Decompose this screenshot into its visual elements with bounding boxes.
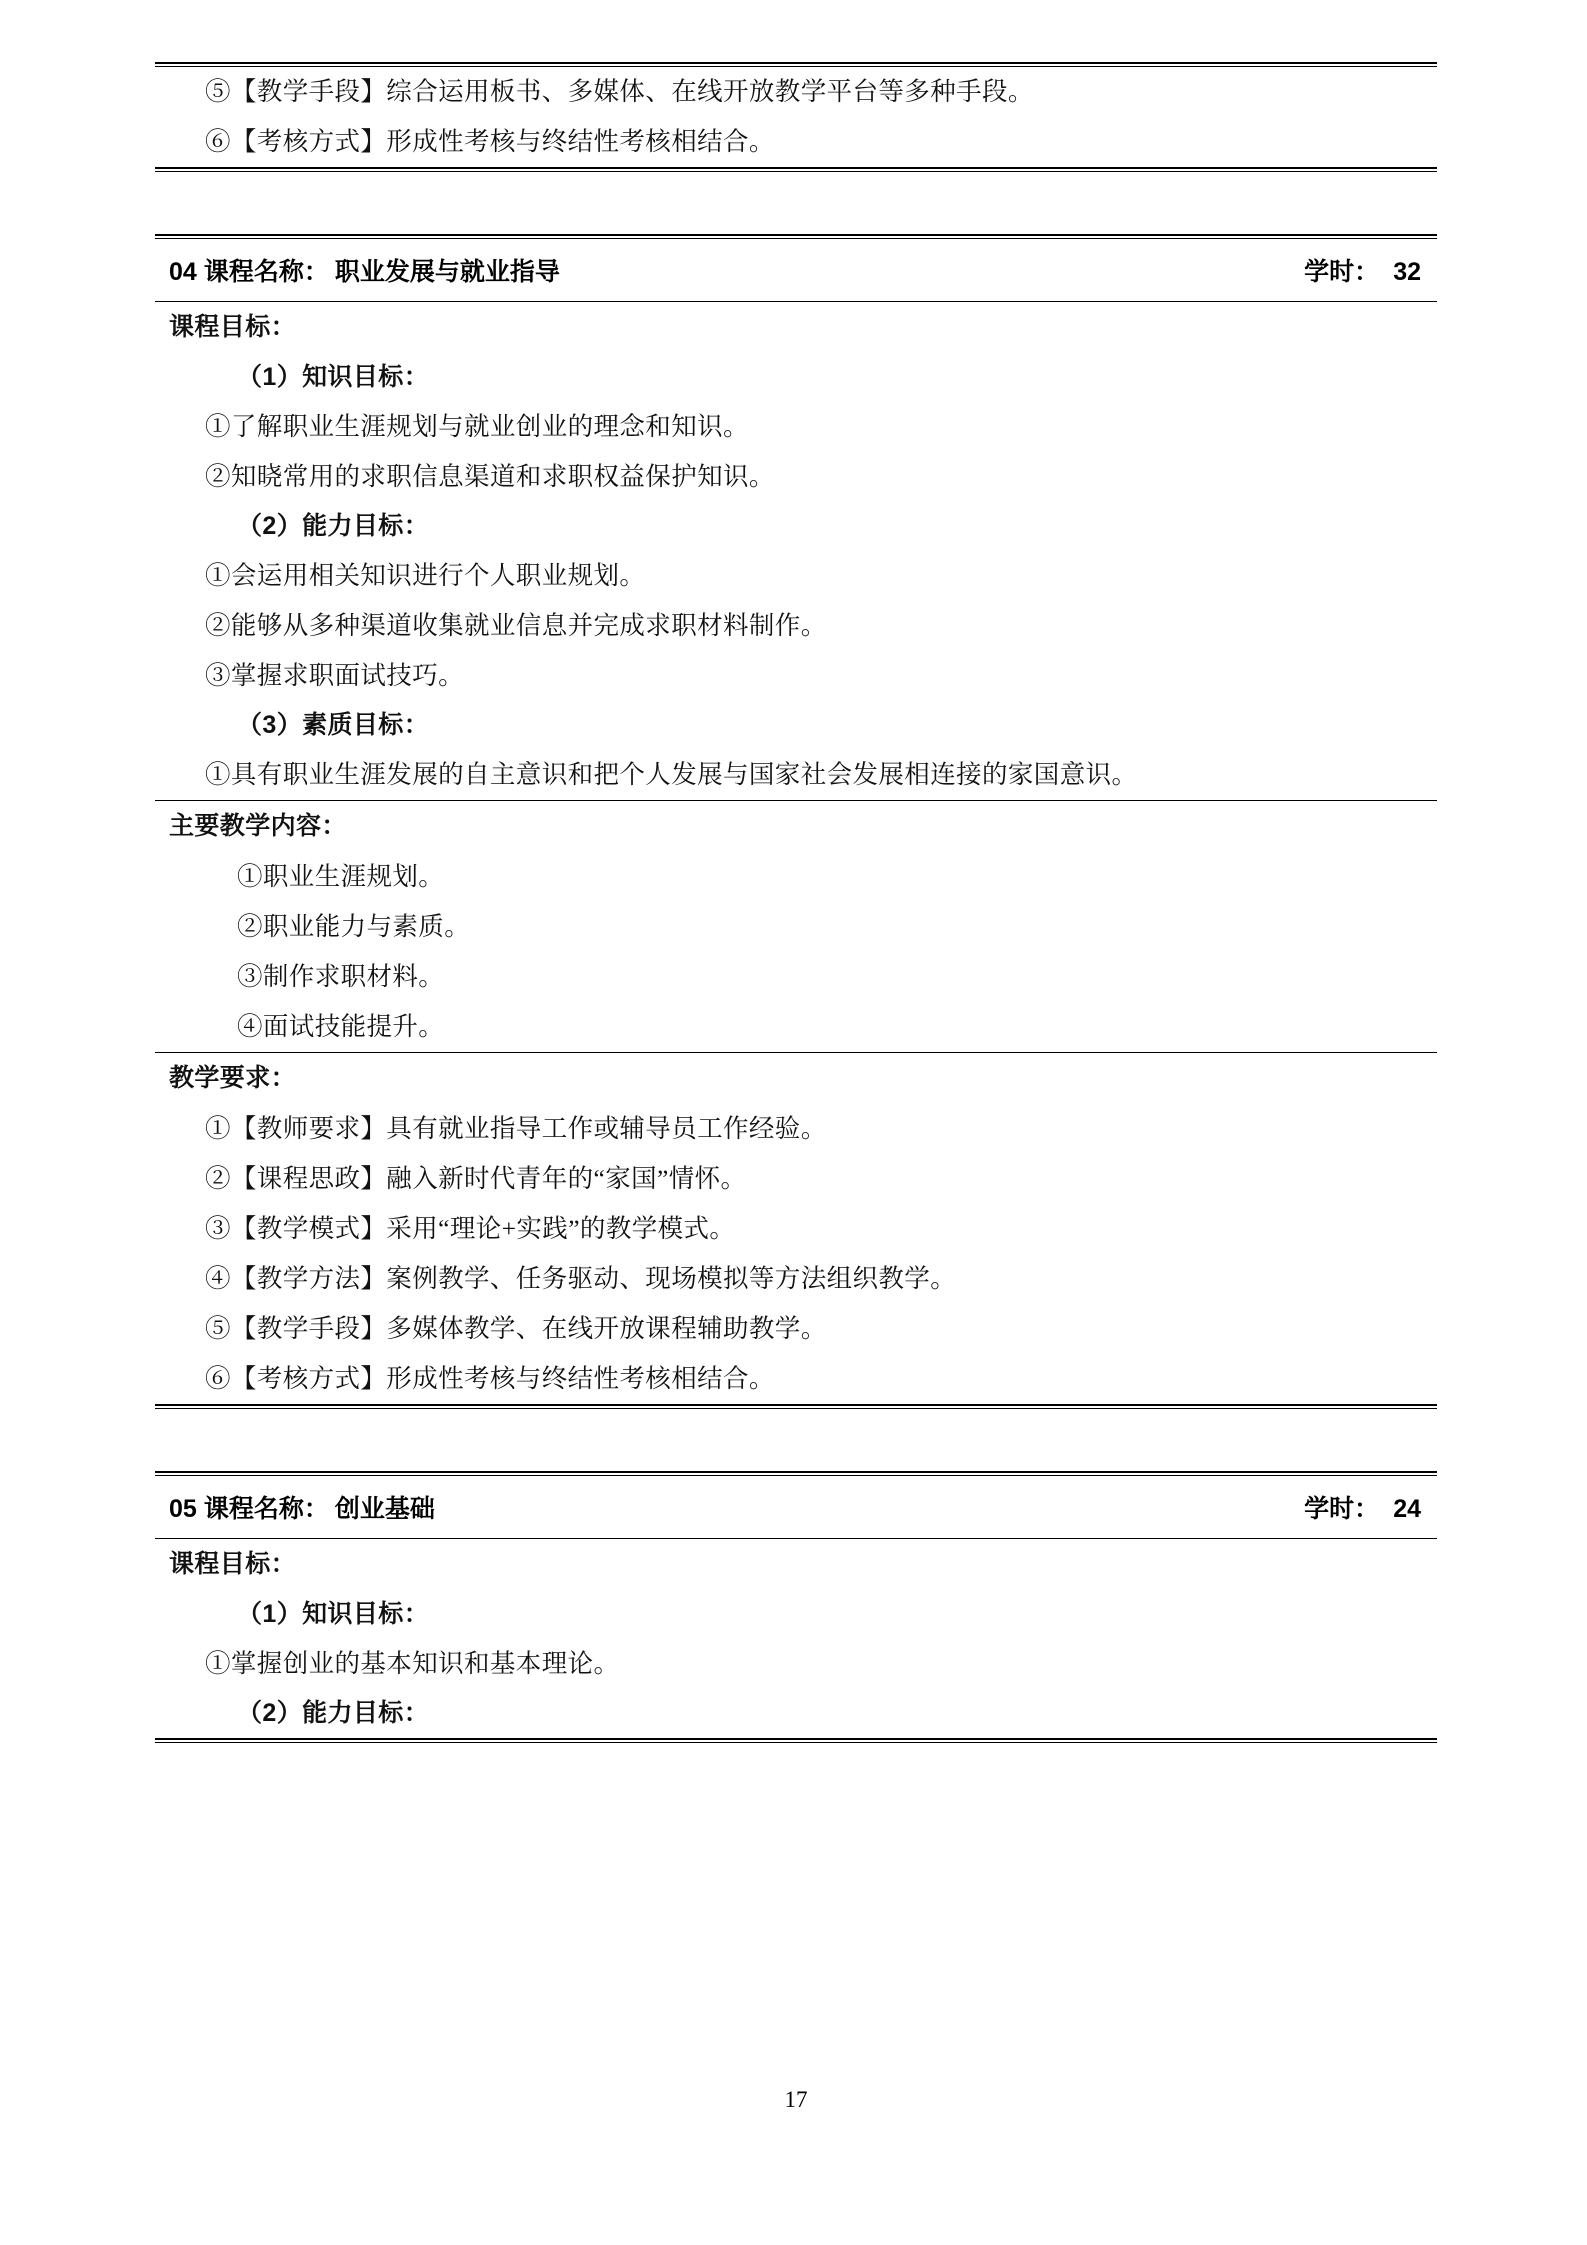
list-item <box>155 1204 1437 1254</box>
ability-objective-3: ③掌握求职面试技巧。 <box>205 661 465 690</box>
page-content <box>155 0 1437 1743</box>
course-04-objectives-heading-row <box>155 302 1437 353</box>
list-item <box>155 1154 1437 1204</box>
course-05-header-row <box>155 1476 1437 1538</box>
main-content-item-2: ②职业能力与素质。 <box>237 912 471 941</box>
requirement-item-1: ①【教师要求】具有就业指导工作或辅导员工作经验。 <box>205 1114 827 1143</box>
objective-group-title-row <box>155 353 1437 402</box>
list-item <box>155 1354 1437 1404</box>
table-course-04 <box>155 234 1437 1409</box>
main-content-item-4: ④面试技能提升。 <box>237 1012 445 1041</box>
course-05-hours-label: 学时： <box>1304 1495 1380 1523</box>
requirement-item-6: ⑥【考核方式】形成性考核与终结性考核相结合。 <box>205 1364 775 1393</box>
main-content-heading: 主要教学内容： <box>169 812 347 840</box>
list-item <box>155 601 1437 651</box>
requirement-item-2: ②【课程思政】融入新时代青年的“家国”情怀。 <box>205 1164 747 1193</box>
requirements-heading: 教学要求： <box>169 1064 297 1092</box>
list-item <box>155 452 1437 502</box>
ability-objectives-title: （2）能力目标： <box>237 1699 430 1727</box>
section-spacer-04 <box>155 172 1437 234</box>
quality-objectives-title: （3）素质目标： <box>237 711 430 739</box>
course-05-hours-value: 24 <box>1393 1495 1421 1523</box>
list-item <box>155 651 1437 701</box>
list-item <box>155 952 1437 1002</box>
list-item <box>155 117 1437 167</box>
ability-objective-2: ②能够从多种渠道收集就业信息并完成求职材料制作。 <box>205 611 827 640</box>
requirement-item-5: ⑤【教学手段】多媒体教学、在线开放课程辅助教学。 <box>205 1314 827 1343</box>
course-05-hours-group <box>1304 1489 1421 1525</box>
course-name-label: 课程名称： <box>203 1495 329 1523</box>
requirement-item-4: ④【教学方法】案例教学、任务驱动、现场模拟等方法组织教学。 <box>205 1264 957 1293</box>
course-05-title-group <box>169 1489 435 1525</box>
requirement-item-3: ③【教学模式】采用“理论+实践”的教学模式。 <box>205 1214 736 1243</box>
list-item <box>155 402 1437 452</box>
objective-group-title-row <box>155 1689 1437 1738</box>
table-course-05 <box>155 1471 1437 1743</box>
list-item <box>155 551 1437 601</box>
course-05-name: 创业基础 <box>334 1495 435 1523</box>
course-04-requirements-heading-row <box>155 1053 1437 1104</box>
list-item <box>155 1104 1437 1154</box>
list-item <box>155 67 1437 117</box>
page-number: 17 <box>784 2087 808 2112</box>
objective-group-title-row <box>155 502 1437 551</box>
course-05-number: 05 <box>169 1495 197 1523</box>
knowledge-objectives-title: （1）知识目标： <box>237 1600 430 1628</box>
objectives-heading: 课程目标： <box>169 313 297 341</box>
objective-group-title-row <box>155 1590 1437 1639</box>
list-item <box>155 902 1437 952</box>
ability-objective-1: ①会运用相关知识进行个人职业规划。 <box>205 561 646 590</box>
knowledge-objective-1: ①了解职业生涯规划与就业创业的理念和知识。 <box>205 412 749 441</box>
course-04-main-content-heading-row <box>155 801 1437 852</box>
objectives-heading: 课程目标： <box>169 1550 297 1578</box>
quality-objective-1: ①具有职业生涯发展的自主意识和把个人发展与国家社会发展相连接的家国意识。 <box>205 760 1138 789</box>
course-04-hours-group <box>1304 252 1421 288</box>
course-04-number: 04 <box>169 258 197 286</box>
section-spacer-05 <box>155 1409 1437 1471</box>
list-item <box>155 1639 1437 1689</box>
ability-objectives-title: （2）能力目标： <box>237 512 430 540</box>
course-04-hours-label: 学时： <box>1304 258 1380 286</box>
page-footer <box>155 2055 1437 2113</box>
top-margin-spacer <box>155 0 1437 62</box>
list-item <box>155 1254 1437 1304</box>
course-05-objectives-heading-row <box>155 1539 1437 1590</box>
assessment-method-item: ⑥【考核方式】形成性考核与终结性考核相结合。 <box>205 127 775 156</box>
course-name-label: 课程名称： <box>203 258 329 286</box>
course-04-hours-value: 32 <box>1393 258 1421 286</box>
list-item <box>155 1002 1437 1052</box>
objective-group-title-row <box>155 701 1437 750</box>
course-04-name: 职业发展与就业指导 <box>334 258 560 286</box>
course-05-page-break-double-rule <box>155 1738 1437 1743</box>
list-item <box>155 750 1437 800</box>
teaching-means-item: ⑤【教学手段】综合运用板书、多媒体、在线开放教学平台等多种手段。 <box>205 77 1034 106</box>
knowledge-objectives-title: （1）知识目标： <box>237 363 430 391</box>
main-content-item-3: ③制作求职材料。 <box>237 962 445 991</box>
course-04-header-row <box>155 239 1437 301</box>
course-04-title-group <box>169 252 560 288</box>
list-item <box>155 852 1437 902</box>
table-previous-course-continued <box>155 62 1437 172</box>
main-content-item-1: ①职业生涯规划。 <box>237 862 445 891</box>
knowledge-objective-1: ①掌握创业的基本知识和基本理论。 <box>205 1649 620 1678</box>
list-item <box>155 1304 1437 1354</box>
knowledge-objective-2: ②知晓常用的求职信息渠道和求职权益保护知识。 <box>205 462 775 491</box>
